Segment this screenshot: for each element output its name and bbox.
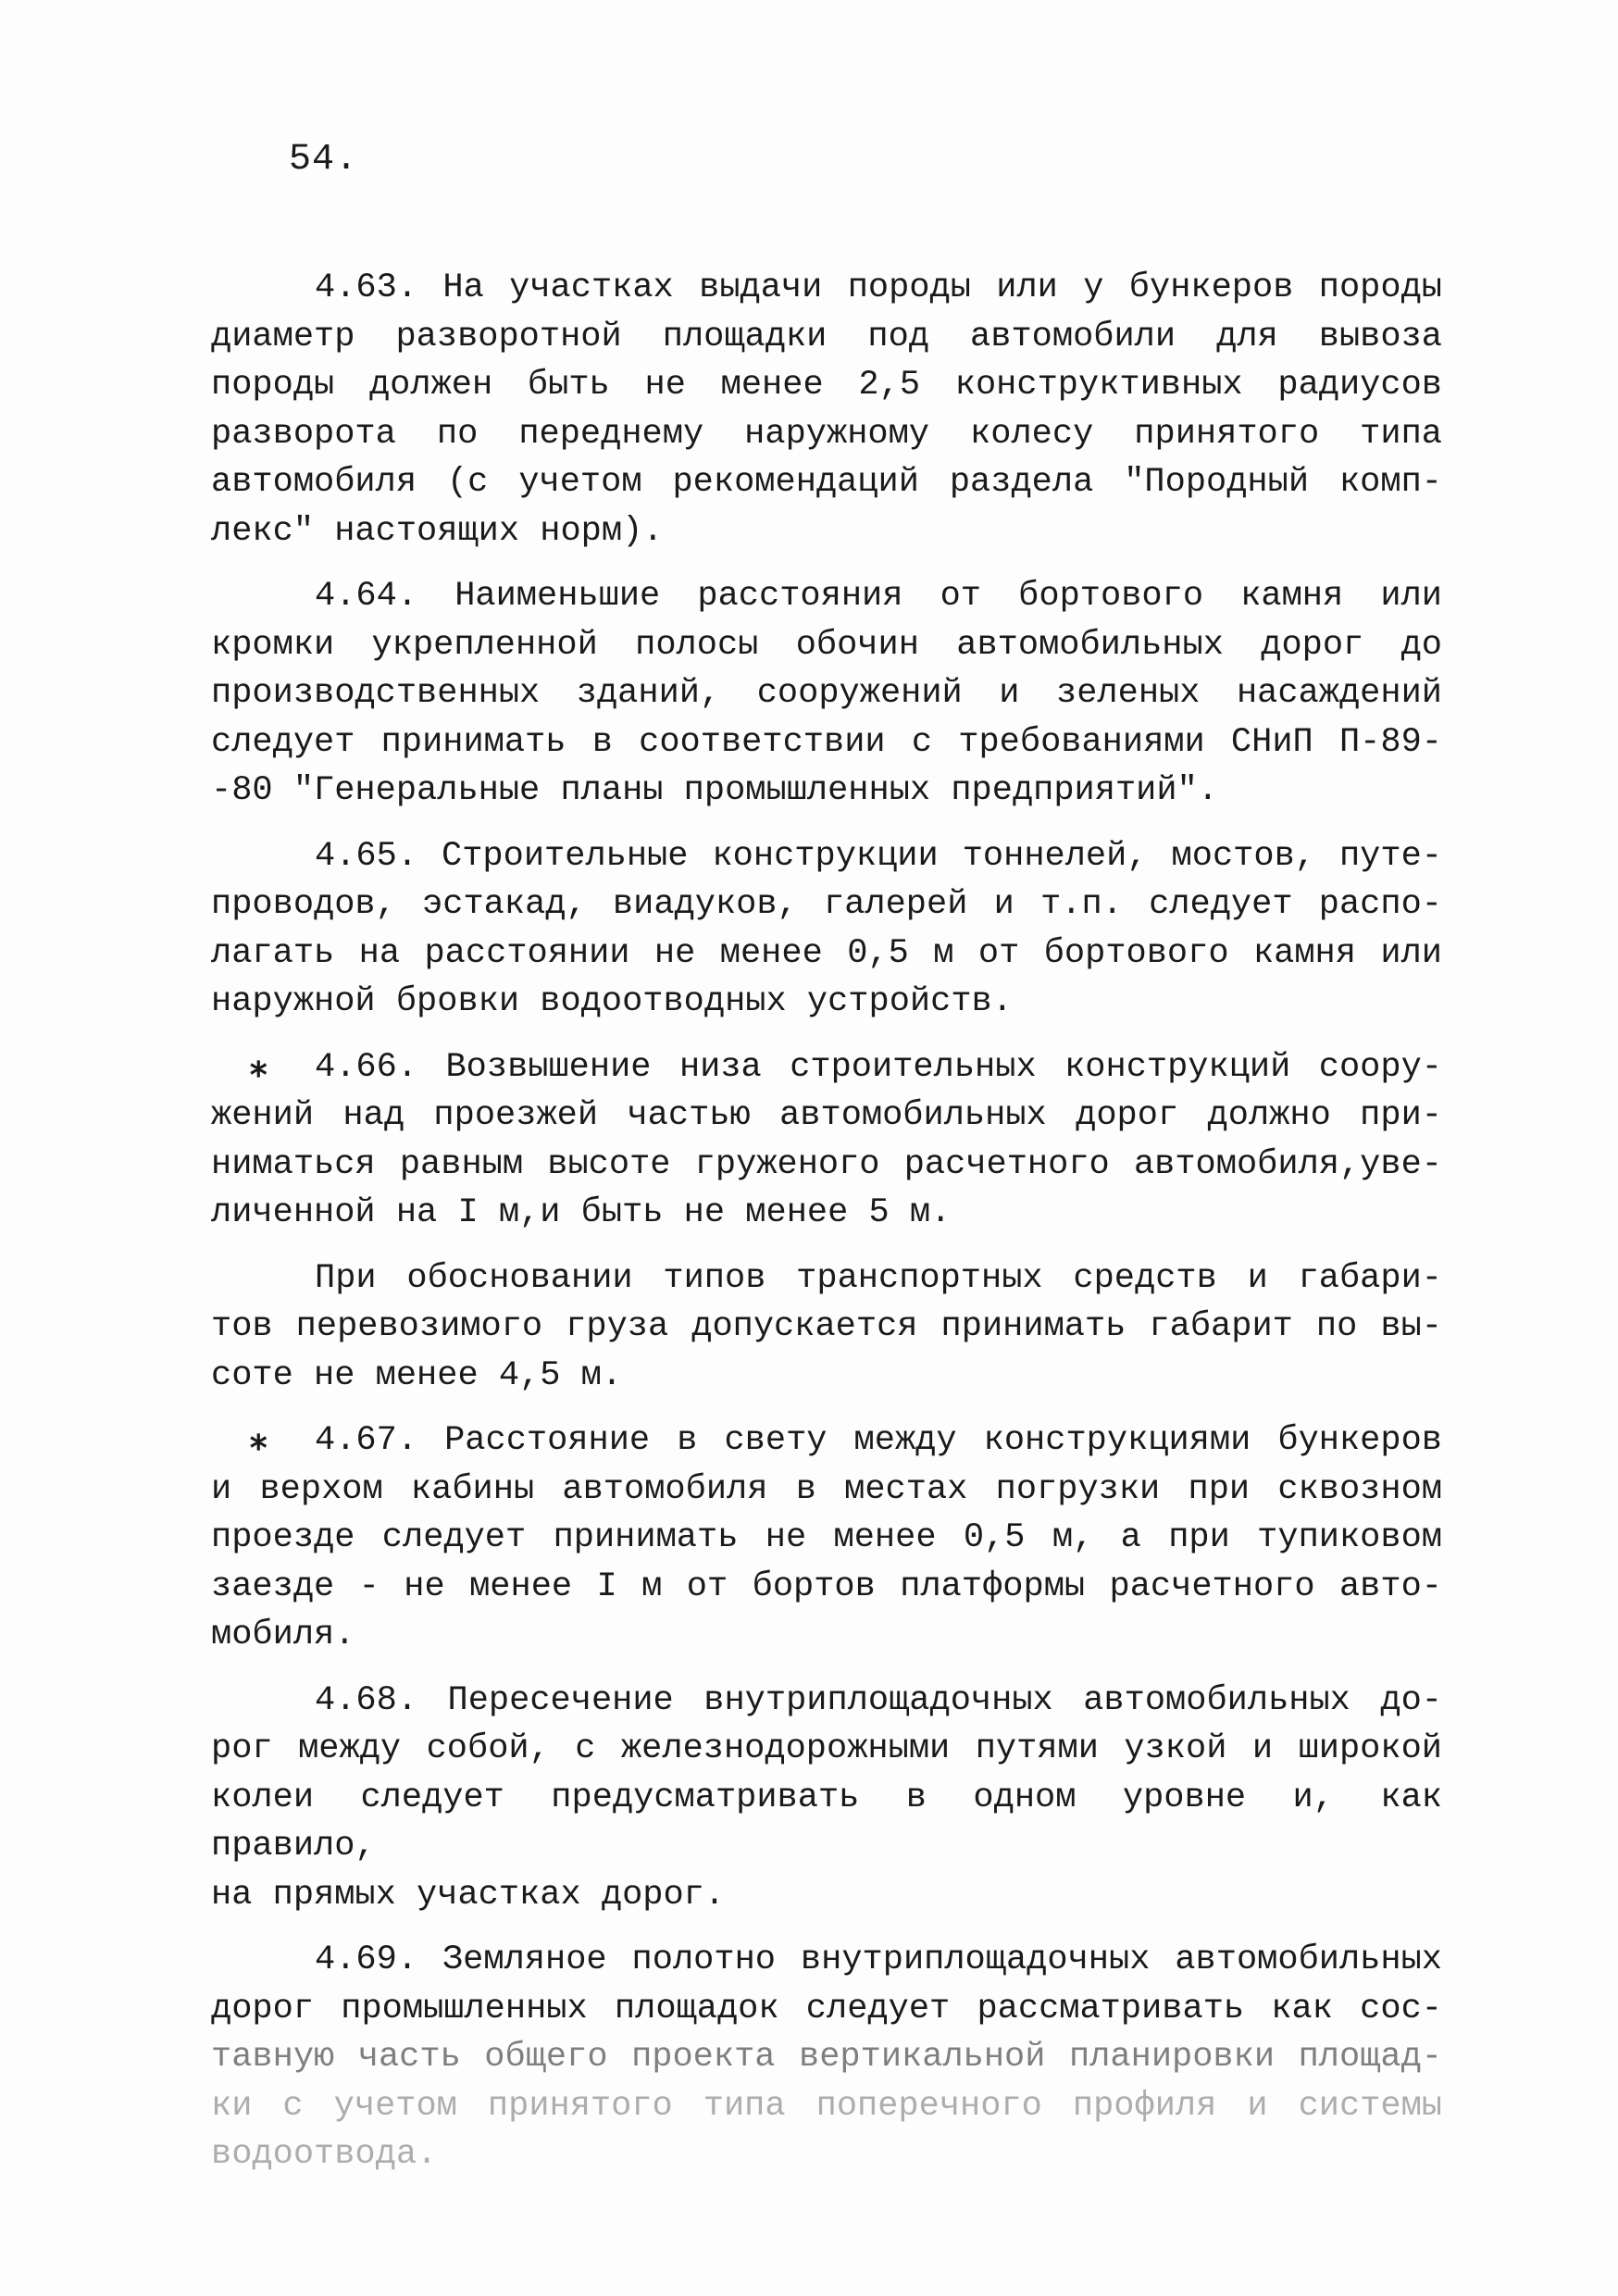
text-line: [211, 978, 1442, 1027]
text-line: [211, 767, 1442, 816]
text-line: [211, 880, 1442, 930]
text-line: [211, 1141, 1442, 1190]
text-line: [211, 361, 1442, 410]
text-line: [211, 1416, 1442, 1466]
line-text: -80 "Генеральные планы промышленных предприятий".: [211, 771, 1218, 810]
line-text: 4.69. Земляное полотно внутриплощадочных автомобильных: [315, 1940, 1442, 1979]
line-text: 4.68. Пересечение внутриплощадочных автомобильных до-: [315, 1680, 1442, 1720]
line-text: ниматься равным высоте груженого расчетного автомобиля,уве-: [211, 1144, 1442, 1184]
line-text: диаметр разворотной площадки под автомобили для вывоза: [211, 317, 1442, 356]
text-line: [211, 1466, 1442, 1515]
text-line: [211, 1563, 1442, 1612]
text-line: [211, 2033, 1442, 2082]
text-line: [211, 1725, 1442, 1774]
paragraph-4-68: [211, 1677, 1442, 1920]
page-number: 54.: [289, 139, 359, 181]
line-text: 4.66. Возвышение низа строительных конструкций соору-: [315, 1047, 1442, 1087]
text-line: [211, 507, 1442, 556]
text-line: [211, 718, 1442, 767]
line-text: проезде следует принимать не менее 0,5 м, а при тупиковом: [211, 1518, 1442, 1557]
asterisk-marker-icon: ⁎: [250, 1047, 268, 1087]
paragraph-4-69: [211, 1936, 1442, 2179]
asterisk-marker-icon: ⁎: [250, 1421, 268, 1460]
text-line: [211, 1303, 1442, 1352]
text-line: [211, 1936, 1442, 1985]
text-line: [211, 410, 1442, 459]
text-line: [211, 1677, 1442, 1726]
text-line: [211, 621, 1442, 670]
line-text: соте не менее 4,5 м.: [211, 1355, 623, 1395]
paragraph-4-64: [211, 572, 1442, 816]
text-line: [211, 2082, 1442, 2131]
line-text: наружной бровки водоотводных устройств.: [211, 982, 1013, 1021]
text-line: [211, 930, 1442, 979]
line-text: 4.65. Строительные конструкции тоннелей, мостов, путе-: [315, 836, 1442, 876]
line-text: кромки укрепленной полосы обочин автомобильных дорог до: [211, 625, 1442, 665]
line-text: 4.63. На участках выдачи породы или у бункеров породы: [315, 268, 1442, 307]
text-line: [211, 2130, 1442, 2179]
text-line: [211, 1871, 1442, 1920]
line-text: дорог промышленных площадок следует рассматривать как сос-: [211, 1989, 1442, 2028]
line-text: мобиля.: [211, 1616, 355, 1654]
paragraph-4-65: [211, 832, 1442, 1027]
text-line: [211, 1092, 1442, 1141]
text-line: [211, 313, 1442, 362]
line-text: рог между собой, с железнодорожными путями узкой и широкой: [211, 1729, 1442, 1768]
line-text: и верхом кабины автомобиля в местах погрузки при сквозном: [211, 1469, 1442, 1509]
text-line: [211, 264, 1442, 313]
line-text: автомобиля (с учетом рекомендаций раздела "Породный комп-: [211, 463, 1442, 502]
line-text: следует принимать в соответствии с требованиями СНиП П-89-: [211, 722, 1442, 762]
text-line: [211, 1043, 1442, 1092]
line-text: тов перевозимого груза допускается принимать габарит по вы-: [211, 1307, 1442, 1346]
line-text: 4.67. Расстояние в свету между конструкциями бункеров: [315, 1421, 1442, 1460]
text-line: [211, 1352, 1442, 1401]
text-line: [211, 1774, 1442, 1871]
line-text: производственных зданий, сооружений и зеленых насаждений: [211, 674, 1442, 713]
text-line: [211, 1985, 1442, 2034]
text-line: [211, 1611, 1442, 1660]
text-line: [211, 1189, 1442, 1238]
text-line: [211, 1514, 1442, 1563]
line-text: ки с учетом принятого типа поперечного профиля и системы: [211, 2086, 1442, 2126]
line-text: жений над проезжей частью автомобильных дорог должно при-: [211, 1096, 1442, 1135]
text-line: [211, 1254, 1442, 1304]
text-line: [211, 832, 1442, 881]
line-text: породы должен быть не менее 2,5 конструктивных радиусов: [211, 366, 1442, 405]
line-text: на прямых участках дорог.: [211, 1875, 726, 1915]
line-text: разворота по переднему наружному колесу принятого типа: [211, 414, 1442, 454]
line-text: личенной на I м,и быть не менее 5 м.: [211, 1193, 952, 1232]
paragraph-4-67: [211, 1416, 1442, 1660]
line-text: колеи следует предусматривать в одном уровне и, как правило,: [211, 1778, 1442, 1866]
document-body: [211, 264, 1442, 2196]
text-line: [211, 669, 1442, 718]
line-text: проводов, эстакад, виадуков, галерей и т.п. следует распо-: [211, 885, 1442, 924]
paragraph-4-66: [211, 1043, 1442, 1238]
line-text: При обосновании типов транспортных средств и габари-: [315, 1258, 1442, 1298]
paragraph-4-63: [211, 264, 1442, 555]
text-line: [211, 458, 1442, 507]
line-text: 4.64. Наименьшие расстояния от бортового камня или: [315, 577, 1442, 616]
line-text: заезде - не менее I м от бортов платформы расчетного авто-: [211, 1566, 1442, 1606]
line-text: водоотвода.: [211, 2135, 438, 2174]
line-text: тавную часть общего проекта вертикальной планировки площад-: [211, 2038, 1442, 2077]
paragraph-4-66-note: [211, 1254, 1442, 1401]
line-text: лекс" настоящих норм).: [211, 511, 664, 551]
line-text: лагать на расстоянии не менее 0,5 м от бортового камня или: [211, 933, 1442, 973]
text-line: [211, 572, 1442, 621]
